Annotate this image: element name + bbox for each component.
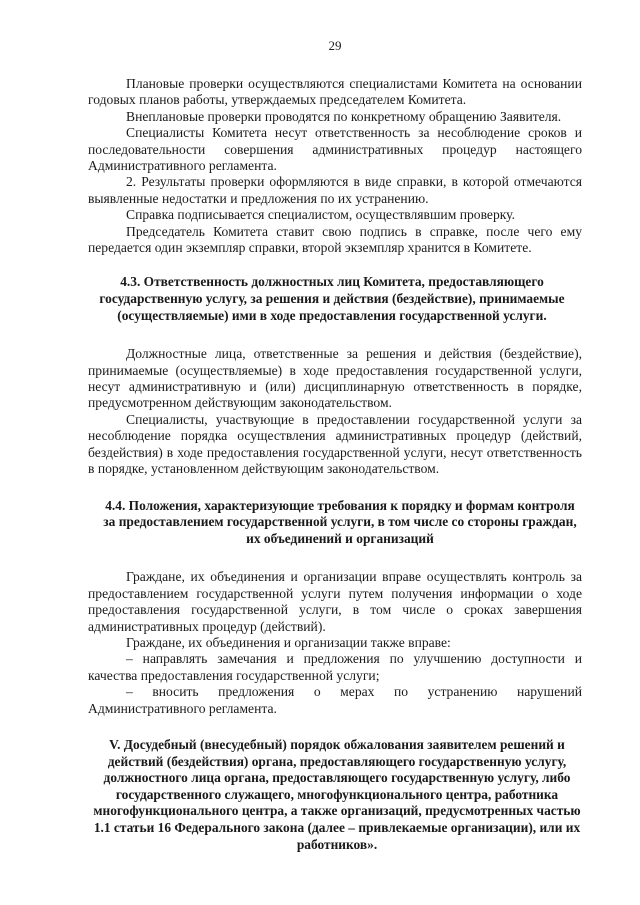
section-officials-responsibility [88, 346, 582, 477]
paragraph-citizen-also-entitled: Граждане, их объединения и организации также вправе: [126, 634, 451, 650]
list-item-make-proposals: – вносить предложения о мерах по устранению нарушений Административного регламента. [88, 684, 582, 716]
paragraph-planned-checks: Плановые проверки осуществляются специалистами Комитета на основании годовых планов работы, утверждаемых председателем Комитета. [88, 76, 582, 108]
section-heading-4-3: 4.3. Ответственность должностных лиц Комитета, предоставляющего государственную услугу, за решения и действия (бездействие), принимаемые (осуществляемые) ими в ходе предоставления государственной услуги. [99, 274, 565, 323]
section-heading-4-4: 4.4. Положения, характеризующие требования к порядку и формам контроля за предоставлением государственной услуги, в том числе со стороны граждан, их объединений и организаций [103, 497, 577, 546]
paragraph-specialists-responsibility: Специалисты Комитета несут ответственность за несоблюдение сроков и последовательности совершения административных процедур настоящего Административного регламента. [88, 125, 582, 174]
page-number: 29 [328, 38, 342, 53]
paragraph-officials-liability: Должностные лица, ответственные за решения и действия (бездействие), принимаемые (осуществляемые) в ходе предоставления государственной услуги, несут административную и (или) дисциплинарную ответственность в порядке, предусмотренном действующим законодательством. [88, 346, 582, 411]
paragraph-chairman-signature: Председатель Комитета ставит свою подпись в справке, после чего ему передается один экземпляр справки, второй экземпляр хранится в Комитете. [88, 223, 582, 256]
section-control-checks [88, 76, 582, 256]
section-heading-v: V. Досудебный (внесудебный) порядок обжалования заявителем решений и действий (бездействия) органа, предоставляющего государственную услугу, должностного лица органа, предоставляющего государственную услугу, либо государственного служащего, многофункционального центра, работника многофункционального центра, а также организаций, предусмотренных частью 1.1 статьи 16 Федерального закона (далее – привлекаемые организации), или их работников». [93, 736, 581, 852]
paragraph-citizen-control-right: Граждане, их объединения и организации вправе осуществлять контроль за предоставлением государственной услуги путем получения информации о ходе предоставления государственной услуги, в том числе о сроках завершения административных процедур (действий). [88, 569, 582, 634]
list-item-send-remarks: – направлять замечания и предложения по улучшению доступности и качества предоставления государственной услуги; [88, 651, 582, 683]
section-citizen-control [88, 569, 582, 717]
paragraph-check-results: 2. Результаты проверки оформляются в виде справки, в которой отмечаются выявленные недостатки и предложения по их устранению. [88, 174, 582, 206]
paragraph-certificate-signed: Справка подписывается специалистом, осуществлявшим проверку. [126, 207, 515, 223]
paragraph-participants-liability: Специалисты, участвующие в предоставлении государственной услуги за несоблюдение порядка осуществления административных процедур (действий, бездействия) в ходе предоставления государственной услуги, несут ответственность в порядке, установленном действующим законодательством. [88, 411, 582, 477]
paragraph-unplanned-checks: Внеплановые проверки проводятся по конкретному обращению Заявителя. [126, 108, 562, 124]
